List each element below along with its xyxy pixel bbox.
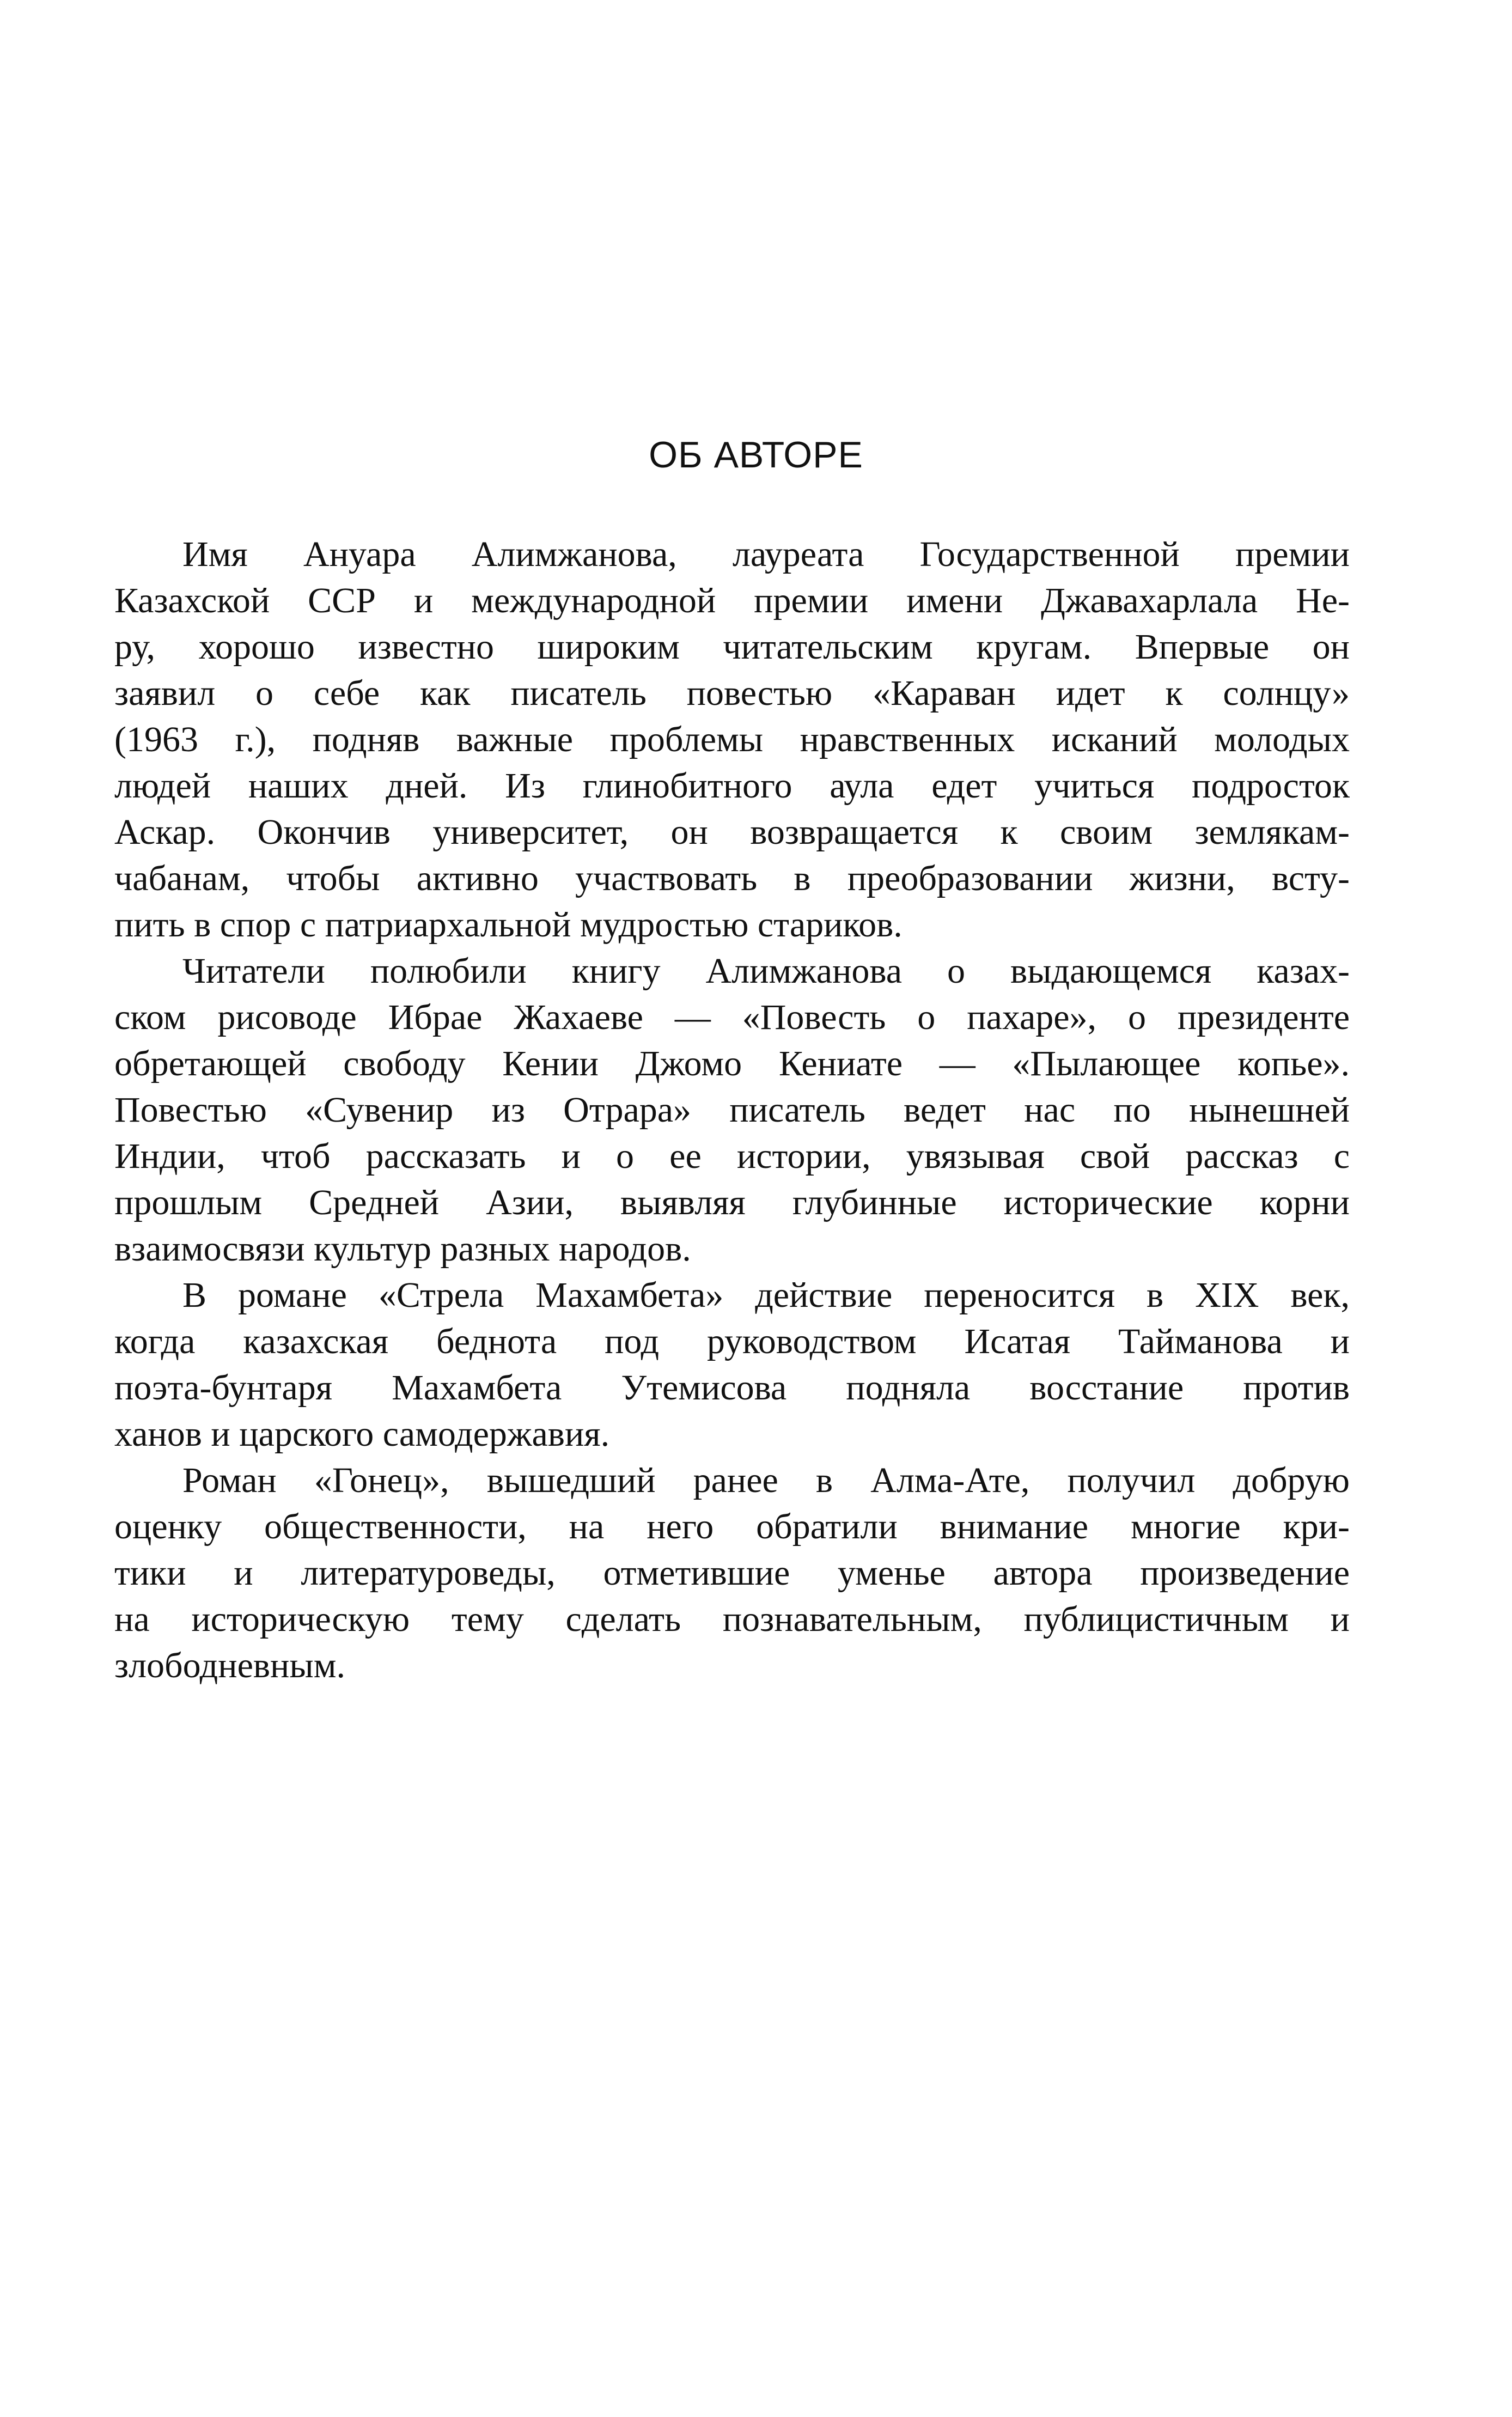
text-line: взаимосвязи культур разных народов. bbox=[114, 1229, 691, 1269]
text-line: В романе «Стрела Махамбета» действие переносится в XIX век, bbox=[182, 1275, 1350, 1315]
text-line: Роман «Гонец», вышедший ранее в Алма-Ате, получил добрую bbox=[182, 1460, 1350, 1500]
text-line: (1963 г.), подняв важные проблемы нравственных исканий молодых bbox=[114, 720, 1350, 759]
text-line: Имя Ануара Алимжанова, лауреата Государственной премии bbox=[182, 534, 1350, 574]
text-line: ру, хорошо известно широким читательским кругам. Впервые он bbox=[114, 627, 1350, 667]
paragraph-3 bbox=[114, 1272, 1350, 1457]
text-line: Аскар. Окончив университет, он возвращается к своим землякам- bbox=[114, 812, 1350, 852]
text-line: Индии, чтоб рассказать и о ее истории, увязывая свой рассказ с bbox=[114, 1136, 1350, 1176]
text-line: прошлым Средней Азии, выявляя глубинные исторические корни bbox=[114, 1183, 1350, 1222]
text-line: пить в спор с патриархальной мудростью стариков. bbox=[114, 905, 903, 945]
paragraph-1 bbox=[114, 531, 1350, 948]
text-line: поэта-бунтаря Махамбета Утемисова подняла восстание против bbox=[114, 1368, 1350, 1408]
text-line: тики и литературоведы, отметившие уменье автора произведение bbox=[114, 1553, 1350, 1593]
paragraph-4 bbox=[114, 1457, 1350, 1689]
text-line: людей наших дней. Из глинобитного аула едет учиться подросток bbox=[114, 766, 1350, 806]
paragraph-2 bbox=[114, 948, 1350, 1272]
text-line: злободневным. bbox=[114, 1646, 345, 1685]
text-line: ском рисоводе Ибрае Жахаеве — «Повесть о пахаре», о президенте bbox=[114, 997, 1350, 1037]
text-line: на историческую тему сделать познавательным, публицистичным и bbox=[114, 1599, 1350, 1639]
text-line: ханов и царского самодержавия. bbox=[114, 1414, 610, 1454]
text-line: оценку общественности, на него обратили внимание многие кри- bbox=[114, 1507, 1350, 1547]
text-line: заявил о себе как писатель повестью «Караван идет к солнцу» bbox=[114, 673, 1350, 713]
text-line: обретающей свободу Кении Джомо Кениате — «Пылающее копье». bbox=[114, 1044, 1350, 1083]
text-line: когда казахская беднота под руководством Исатая Тайманова и bbox=[114, 1322, 1350, 1361]
text-line: Повестью «Сувенир из Отрара» писатель ведет нас по нынешней bbox=[114, 1090, 1350, 1130]
text-line: чабанам, чтобы активно участвовать в преобразовании жизни, всту- bbox=[114, 859, 1350, 898]
page-title: ОБ АВТОРЕ bbox=[649, 434, 863, 476]
text-line: Читатели полюбили книгу Алимжанова о выдающемся казах- bbox=[182, 951, 1350, 991]
text-line: Казахской ССР и международной премии имени Джавахарлала Не- bbox=[114, 581, 1350, 620]
about-author-text bbox=[114, 531, 1350, 1689]
